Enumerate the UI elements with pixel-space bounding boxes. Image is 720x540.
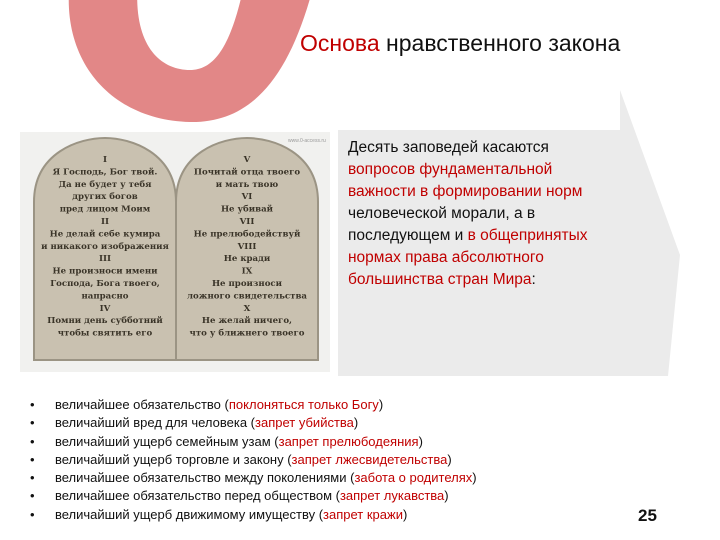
tablet-line: V xyxy=(243,155,251,165)
bullet-dot: • xyxy=(30,451,35,467)
list-item-highlight: запрет прелюбодеяния xyxy=(278,433,419,449)
tablet-line: II xyxy=(100,217,110,227)
tablet-line: VIII xyxy=(237,241,257,252)
list-item-highlight: запрет убийства xyxy=(255,415,354,431)
tablet-line: III xyxy=(98,254,112,265)
tablet-line: X xyxy=(243,303,251,314)
list-item xyxy=(30,487,650,505)
tablet-line: Да не будет у тебя xyxy=(58,179,152,190)
page-title xyxy=(300,30,700,57)
list-item-end: ) xyxy=(402,506,408,522)
tablet-line: Не произноси xyxy=(211,279,283,289)
description-text xyxy=(348,137,610,291)
tablet-line: Не кради xyxy=(223,254,271,265)
list-item xyxy=(30,433,650,451)
tablet-line: Не желай ничего, xyxy=(201,316,293,327)
list-item-highlight: запрет лжесвидетельства xyxy=(291,451,448,467)
tablet-line: других богов xyxy=(72,192,138,203)
tablet-line: Я Господь, Бог твой. xyxy=(52,167,158,178)
list-item-highlight: запрет кражи xyxy=(323,506,403,522)
title-main: нравственного закона xyxy=(386,30,621,56)
tablet-line: чтобы святить его xyxy=(57,328,153,339)
list-item-text: величайшее обязательство между поколениями ( xyxy=(55,470,355,486)
list-item-end: ) xyxy=(472,470,477,486)
list-item xyxy=(30,469,650,487)
bullet-dot: • xyxy=(30,470,35,486)
description-part-1: Десять заповедей касаются xyxy=(348,139,549,156)
tablet-line: IV xyxy=(99,303,111,314)
description-highlight-1: вопросов фундаментальной важности в формировании норм xyxy=(348,161,583,200)
list-item-end: ) xyxy=(447,451,452,467)
list-item-text: величайший ущерб торговле и закону ( xyxy=(55,451,292,467)
list-item-text: величайший ущерб движимому имуществу ( xyxy=(55,506,324,522)
list-item-text: величайший вред для человека ( xyxy=(55,415,256,431)
list-item-text: величайшее обязательство перед обществом ( xyxy=(55,488,340,504)
bullet-dot: • xyxy=(30,397,35,412)
bullet-dot: • xyxy=(30,488,35,504)
tablet-line: пред лицом Моим xyxy=(59,204,151,215)
description-part-3: : xyxy=(531,271,536,288)
description-part-2: человеческой морали, а в последующем и xyxy=(348,205,536,244)
list-item-end: ) xyxy=(418,433,423,449)
tablet-line: Почитай отца твоего xyxy=(193,167,301,178)
tablet-line: IX xyxy=(241,266,253,277)
ten-commandments-image xyxy=(20,132,330,372)
list-item-highlight: поклоняться только Богу xyxy=(228,397,379,412)
description-highlight-2: в общепринятых нормах права абсолютного большинства стран Мира xyxy=(348,227,588,288)
tablet-line: ложного свидетельства xyxy=(186,291,308,302)
tablet-line: Помни день субботний xyxy=(47,316,163,327)
list-item-end: ) xyxy=(444,488,449,504)
stone-tablets-illustration xyxy=(20,132,330,372)
tablet-line: что у ближнего твоего xyxy=(189,328,305,339)
tablet-line: Не прелюбодействуй xyxy=(193,229,301,240)
list-item-highlight: запрет лукавства xyxy=(339,488,445,504)
list-item-text: величайшее обязательство ( xyxy=(55,397,229,412)
tablet-line: и никакого изображения xyxy=(41,241,169,252)
image-watermark: www.0-access.ru xyxy=(288,138,326,144)
tablet-line: Не делай себе кумира xyxy=(49,229,161,240)
list-item xyxy=(30,414,650,432)
title-accent: Основа xyxy=(300,30,380,56)
tablet-line: I xyxy=(102,155,108,165)
list-item xyxy=(30,451,650,469)
tablet-line: Господа, Бога твоего, xyxy=(50,279,160,289)
tablet-line: VI xyxy=(241,192,253,203)
bullet-dot: • xyxy=(30,433,35,449)
page-number: 25 xyxy=(638,506,657,525)
list-item-end: ) xyxy=(353,415,359,431)
tablet-line: Не убивай xyxy=(220,204,274,215)
tablet-line: Не произноси имени xyxy=(52,266,158,277)
tablet-line: VII xyxy=(239,217,255,227)
list-item xyxy=(30,396,650,414)
commandments-list xyxy=(30,396,650,524)
list-item xyxy=(30,506,650,524)
bullet-dot: • xyxy=(30,506,35,522)
list-item-text: величайший ущерб семейным узам ( xyxy=(55,433,279,449)
list-item-highlight: забота о родителях xyxy=(354,470,473,486)
tablet-line: и мать твою xyxy=(215,179,279,190)
bullet-dot: • xyxy=(30,415,35,431)
tablet-line: напрасно xyxy=(81,291,129,302)
list-item-end: ) xyxy=(378,397,384,412)
